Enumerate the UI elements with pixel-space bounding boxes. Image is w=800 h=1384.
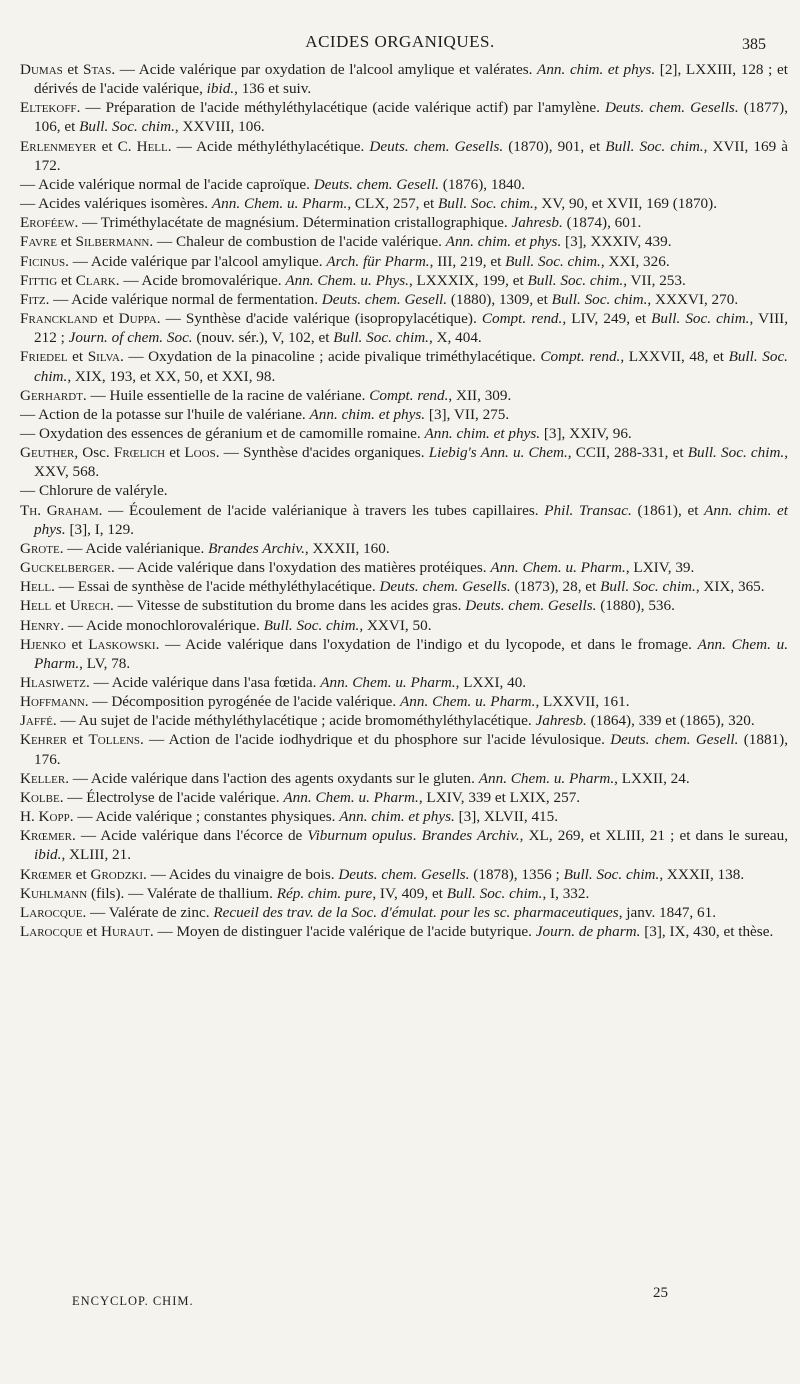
bibliography-entry: — Action de la potasse sur l'huile de valériane. Ann. chim. et phys. [3], VII, 275. [20,405,510,423]
bibliography-entry: Hlasiwetz. — Acide valérique dans l'asa fœtida. Ann. Chem. u. Pharm., LXXI, 40. [20,674,527,691]
bibliography-entry: Eltekoff. — Préparation de l'acide méthyléthylacétique (acide valérique actif) par l'amylène. Deuts. chem. Gesells. (1877), 106, et Bull. Soc. chim., XXVIII, 106. [20,99,788,136]
bibliography-entry: Jaffé. — Au sujet de l'acide méthyléthylacétique ; acide bromométhyléthylacétique. Jahresb. (1864), 339 et (1865), 320. [20,712,755,730]
bibliography-entry: Kuhlmann (fils). — Valérate de thallium. Rép. chim. pure, IV, 409, et Bull. Soc. chim., I, 332. [20,884,590,902]
bibliography-entry: Larocque. — Valérate de zinc. Recueil des trav. de la Soc. d'émulat. pour les sc. pharmaceutiques, janv. 1847, 61. [20,903,716,921]
bibliography-entry: Dumas et Stas. — Acide valérique par oxydation de l'alcool amylique et valérates. Ann. chim. et phys. [2], LXXIII, 128 ; et dérivés de l'acide valérique, ibid., 136 et suiv. [20,61,788,98]
page-number: 385 [742,36,766,53]
bibliography-entry: Friedel et Silva. — Oxydation de la pinacoline ; acide pivalique triméthylacétique. Compt. rend., LXXVII, 48, et Bull. Soc. chim., XIX, 193, et XX, 50, et XXI, 98. [20,348,788,385]
bibliography-entry: — Oxydation des essences de géranium et de camomille romaine. Ann. chim. et phys. [3], XXIV, 96. [20,424,632,442]
bibliography-entry: Franckland et Duppa. — Synthèse d'acide valérique (isopropylacétique). Compt. rend., LIV, 249, et Bull. Soc. chim., VIII, 212 ; Journ. of chem. Soc. (nouv. sér.), V, 102, et Bull. Soc. chim., X, 404. [20,310,789,347]
bibliography-entry: — Chlorure de valéryle. [20,482,168,500]
bibliography-entry: Ficinus. — Acide valérique par l'alcool amylique. Arch. für Pharm., III, 219, et Bull. Soc. chim., XXI, 326. [20,252,670,270]
printer-signature: ENCYCLOP. CHIM. [72,1294,194,1308]
bibliography-entry: Kolbe. — Électrolyse de l'acide valérique. Ann. Chem. u. Pharm., LXIV, 339 et LXIX, 257. [20,788,581,806]
bibliography-entry: Erlenmeyer et C. Hell. — Acide méthyléthylacétique. Deuts. chem. Gesells. (1870), 901, et Bull. Soc. chim., XVII, 169 à 172. [20,137,789,174]
bibliography-entry: Hoffmann. — Décomposition pyrogénée de l'acide valérique. Ann. Chem. u. Pharm., LXXVII, 161. [20,693,630,711]
bibliography-entry: — Acide valérique normal de l'acide caproïque. Deuts. chem. Gesell. (1876), 1840. [20,175,526,193]
bibliography-entry: — Acides valériques isomères. Ann. Chem. u. Pharm., CLX, 257, et Bull. Soc. chim., XV, 90, et XVII, 169 (1870). [20,195,717,213]
bibliography-entry: Larocque et Huraut. — Moyen de distinguer l'acide valérique de l'acide butyrique. Journ. de pharm. [3], IX, 430, et thèse. [20,923,774,941]
bibliography-entry: Hell et Urech. — Vitesse de substitution du brome dans les acides gras. Deuts. chem. Gesells. (1880), 536. [20,597,675,615]
bibliography-entry: Eroféew. — Triméthylacétate de magnésium. Détermination cristallographique. Jahresb. (1874), 601. [20,214,642,232]
signature-number: 25 [653,1285,668,1301]
bibliography-entry: Gerhardt. — Huile essentielle de la racine de valériane. Compt. rend., XII, 309. [20,386,512,404]
bibliography-entry: Grote. — Acide valérianique. Brandes Archiv., XXXII, 160. [20,539,390,557]
bibliography-entry: Hell. — Essai de synthèse de l'acide méthyléthylacétique. Deuts. chem. Gesells. (1873), 28, et Bull. Soc. chim., XIX, 365. [20,578,765,596]
bibliography-entry: H. Kopp. — Acide valérique ; constantes physiques. Ann. chim. et phys. [3], XLVII, 415. [20,808,559,826]
page-title: ACIDES ORGANIQUES. [305,32,495,51]
page-footer [20,1285,788,1330]
bibliography-entry: Fitz. — Acide valérique normal de fermentation. Deuts. chem. Gesell. (1880), 1309, et Bull. Soc. chim., XXXVI, 270. [20,290,739,308]
bibliography-entry: Guckelberger. — Acide valérique dans l'oxydation des matières protéiques. Ann. Chem. u. Pharm., LXIV, 39. [20,559,695,577]
bibliography-entry: Geuther, Osc. Frœlich et Loos. — Synthèse d'acides organiques. Liebig's Ann. u. Chem., CCII, 288-331, et Bull. Soc. chim., XXV, 568. [20,444,789,481]
bibliography-entry: Krœmer. — Acide valérique dans l'écorce de Viburnum opulus. Brandes Archiv., XL, 269, et XLIII, 21 ; et dans le sureau, ibid., XLIII, 21. [20,827,789,864]
bibliography-entry: Krœmer et Grodzki. — Acides du vinaigre de bois. Deuts. chem. Gesells. (1878), 1356 ; Bull. Soc. chim., XXXII, 138. [20,865,745,883]
bibliography-entry: Hjenko et Laskowski. — Acide valérique dans l'oxydation de l'indigo et du lycopode, et dans le fromage. Ann. Chem. u. Pharm., LV, 78. [20,635,788,672]
bibliography-entry: Favre et Silbermann. — Chaleur de combustion de l'acide valérique. Ann. chim. et phys. [3], XXXIV, 439. [20,233,672,251]
bibliography-entry: Kehrer et Tollens. — Action de l'acide iodhydrique et du phosphore sur l'acide lévulosique. Deuts. chem. Gesell. (1881), 176. [20,731,788,768]
bibliography-entry: Henry. — Acide monochlorovalérique. Bull. Soc. chim., XXVI, 50. [20,616,432,634]
bibliography-entry: Keller. — Acide valérique dans l'action des agents oxydants sur le gluten. Ann. Chem. u. Pharm., LXXII, 24. [20,769,690,787]
running-header [0,30,800,56]
bibliography-list [20,60,788,941]
bibliography-entry: Th. Graham. — Écoulement de l'acide valérianique à travers les tubes capillaires. Phil. Transac. (1861), et Ann. chim. et phys. [3], I, 129. [20,501,789,538]
bibliography-entry: Fittig et Clark. — Acide bromovalérique. Ann. Chem. u. Phys., LXXXIX, 199, et Bull. Soc. chim., VII, 253. [20,271,686,289]
